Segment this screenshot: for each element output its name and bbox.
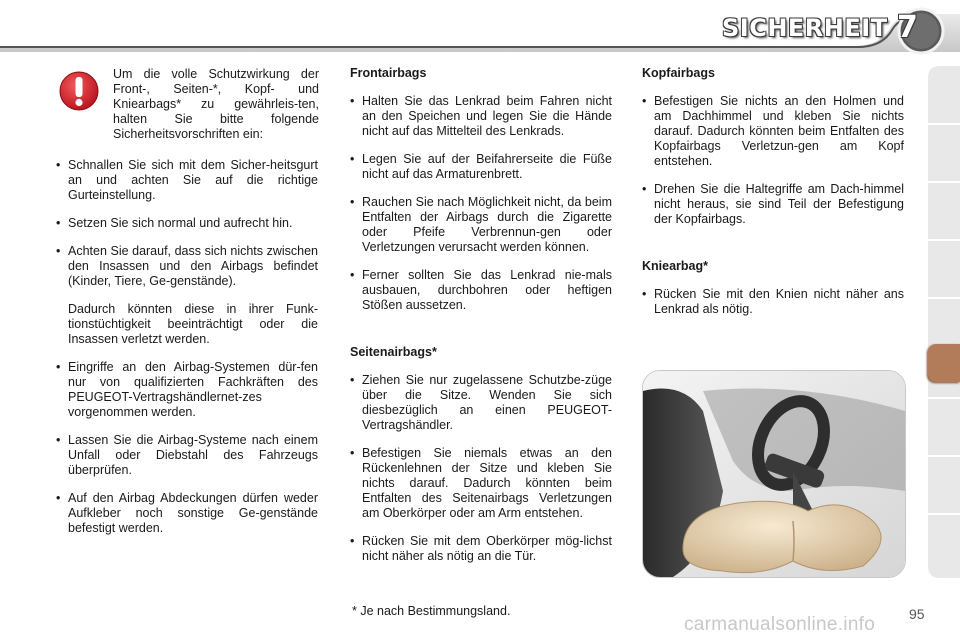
page-number: 95	[909, 606, 925, 622]
intro-text: Um die volle Schutzwirkung der Front-, Seiten-*, Kopf- und Kniearbags* zu gewährleis-ten, halten Sie bitte folgende Sicherheitsvorschriften ein:	[113, 67, 319, 141]
list-item: • Drehen Sie die Haltegriffe am Dach-himmel nicht heraus, sie sind Teil der Befestigung der Kopfairbags.	[642, 182, 904, 227]
chapter-title: SICHERHEIT	[722, 14, 888, 42]
list-item-note: Dadurch könnten diese in ihrer Funk-tionstüchtigkeit beeinträchtigt oder die Insassen verletzt werden.	[68, 302, 318, 346]
watermark: carmanualsonline.info	[684, 614, 876, 635]
section-heading-kniearbag: Kniearbag*	[642, 259, 708, 273]
section-heading-seitenairbags: Seitenairbags*	[350, 345, 437, 359]
section-heading-kopfairbags: Kopfairbags	[642, 66, 715, 80]
list-item: • Rauchen Sie nach Möglichkeit nicht, da beim Entfalten der Airbags durch die Zigarette oder Pfeife Verbrennun-gen oder Verletzungen verursacht werden können.	[350, 195, 612, 255]
footnote: * Je nach Bestimmungsland.	[352, 604, 511, 618]
exclamation-circle-icon	[59, 70, 99, 112]
list-item: • Auf den Airbag Abdeckungen dürfen weder Aufkleber noch sonstige Ge-genstände befestigt werden.	[56, 491, 318, 536]
chapter-number: 7	[897, 10, 918, 45]
list-item: • Ziehen Sie nur zugelassene Schutzbe-züge über die Sitze. Wenden Sie sich diesbezüglich an einen PEUGEOT-Vertragshändler.	[350, 373, 612, 433]
chapter-tabs	[928, 66, 960, 578]
list-item: • Schnallen Sie sich mit dem Sicher-heitsgurt an und achten Sie auf die richtige Gurteinstellung.	[56, 158, 318, 203]
list-item: • Achten Sie darauf, dass sich nichts zwischen den Insassen und den Airbags befindet (Kinder, Tiere, Ge-genstände).	[56, 244, 318, 289]
list-item: • Legen Sie auf der Beifahrerseite die Füße nicht auf das Armaturenbrett.	[350, 152, 612, 182]
chapter-tab-active[interactable]	[928, 344, 960, 382]
section-heading-frontairbags: Frontairbags	[350, 66, 427, 80]
list-item: • Ferner sollten Sie das Lenkrad nie-mals ausbauen, durchbohren oder heftigen Stößen aussetzen.	[350, 268, 612, 313]
list-item: • Rücken Sie mit dem Oberkörper mög-lichst nicht näher als nötig an die Tür.	[350, 534, 612, 564]
front-side-airbags-column	[350, 66, 612, 577]
list-item: • Befestigen Sie niemals etwas an den Rückenlehnen der Sitze und kleben Sie nichts darauf. Dadurch könnten beim Entfalten des Seitenairbags Verletzungen am Oberkörper oder am Arm entstehen.	[350, 446, 612, 521]
list-item: • Halten Sie das Lenkrad beim Fahren nicht an den Speichen und legen Sie die Hände nicht auf das Mittelteil des Lenkrads.	[350, 94, 612, 139]
list-item: • Eingriffe an den Airbag-Systemen dür-fen nur von qualifizierten Fachkräften des PEUGEOT-Vertragshändlernet-zes vorgenommen werden.	[56, 360, 318, 420]
list-item: • Befestigen Sie nichts an den Holmen und am Dachhimmel und kleben Sie nichts darauf. Dadurch könnten beim Entfalten des Kopfairbags Verletzun-gen am Kopf entstehen.	[642, 94, 904, 169]
general-rules-column	[56, 158, 318, 549]
list-item: • Setzen Sie sich normal und aufrecht hin.	[56, 216, 318, 231]
list-item: • Rücken Sie mit den Knien nicht näher ans Lenkrad als nötig.	[642, 287, 904, 317]
knee-airbag-illustration	[642, 370, 906, 578]
list-item: • Lassen Sie die Airbag-Systeme nach einem Unfall oder Diebstahl des Fahrzeugs überprüfen.	[56, 433, 318, 478]
head-knee-airbags-column	[642, 66, 904, 330]
